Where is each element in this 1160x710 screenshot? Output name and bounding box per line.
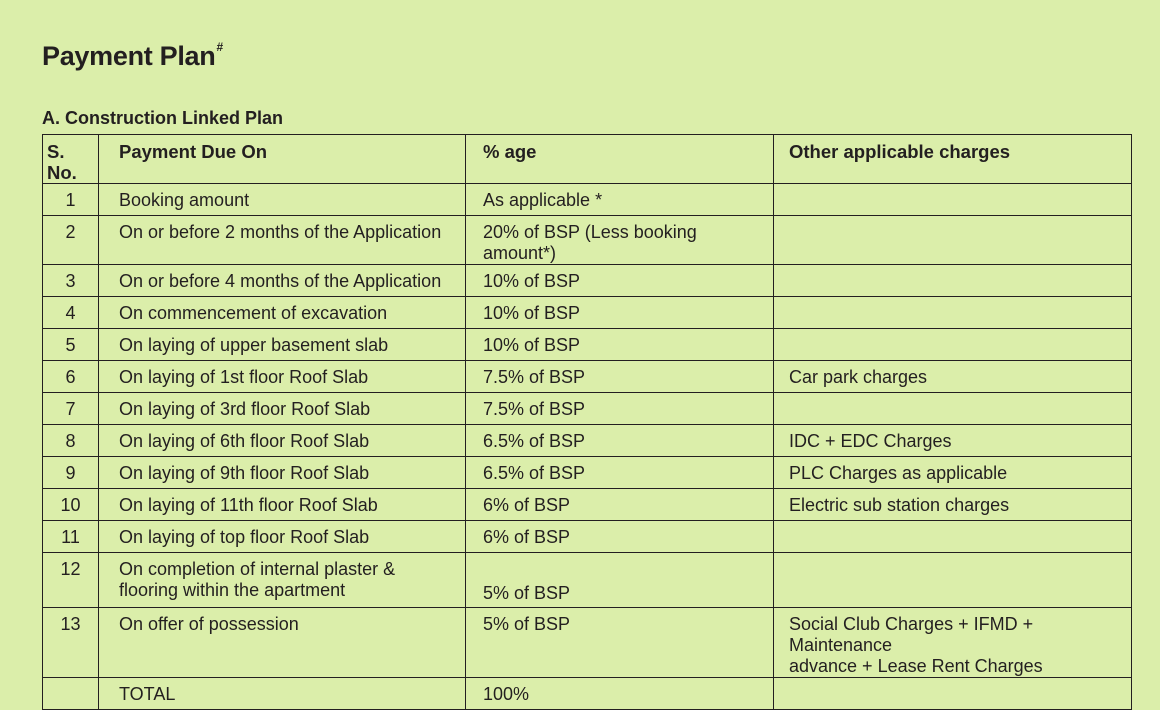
row-sno: 4 bbox=[43, 297, 99, 329]
row-sno: 2 bbox=[43, 216, 99, 265]
row-sno: 9 bbox=[43, 457, 99, 489]
header-other-charges: Other applicable charges bbox=[774, 135, 1132, 184]
row-other-charges bbox=[774, 393, 1132, 425]
row-percentage: 6% of BSP bbox=[466, 489, 774, 521]
row-sno: 8 bbox=[43, 425, 99, 457]
table-row bbox=[43, 608, 1132, 678]
row-other-charges: IDC + EDC Charges bbox=[774, 425, 1132, 457]
row-percentage: 10% of BSP bbox=[466, 329, 774, 361]
row-other-charges-line: Social Club Charges + IFMD + Maintenance bbox=[789, 614, 1034, 655]
table-row bbox=[43, 393, 1132, 425]
row-sno: 6 bbox=[43, 361, 99, 393]
header-percentage: % age bbox=[466, 135, 774, 184]
table-row bbox=[43, 425, 1132, 457]
row-payment-due-line: flooring within the apartment bbox=[119, 580, 346, 600]
row-other-charges bbox=[774, 265, 1132, 297]
row-sno: 12 bbox=[43, 553, 99, 608]
total-other-charges bbox=[774, 678, 1132, 710]
row-other-charges: Car park charges bbox=[774, 361, 1132, 393]
row-percentage: 5% of BSP bbox=[466, 553, 774, 608]
row-sno: 11 bbox=[43, 521, 99, 553]
row-percentage: 6.5% of BSP bbox=[466, 425, 774, 457]
row-percentage: 20% of BSP (Less booking amount*) bbox=[466, 216, 774, 265]
total-label: TOTAL bbox=[99, 678, 466, 710]
row-other-charges bbox=[774, 608, 1132, 678]
row-other-charges bbox=[774, 521, 1132, 553]
row-payment-due bbox=[99, 553, 466, 608]
row-payment-due: On laying of upper basement slab bbox=[99, 329, 466, 361]
table-row bbox=[43, 184, 1132, 216]
table-row bbox=[43, 265, 1132, 297]
table-row bbox=[43, 297, 1132, 329]
row-percentage: 10% of BSP bbox=[466, 265, 774, 297]
row-payment-due: On laying of 3rd floor Roof Slab bbox=[99, 393, 466, 425]
payment-plan-table bbox=[42, 134, 1132, 710]
title-footnote-mark: # bbox=[216, 40, 223, 54]
row-sno: 10 bbox=[43, 489, 99, 521]
row-other-charges bbox=[774, 184, 1132, 216]
row-sno: 1 bbox=[43, 184, 99, 216]
row-other-charges bbox=[774, 216, 1132, 265]
row-payment-due-line: On completion of internal plaster & bbox=[119, 559, 396, 579]
section-title: A. Construction Linked Plan bbox=[42, 108, 284, 128]
header-sno: S. No. bbox=[43, 135, 99, 184]
table-row bbox=[43, 489, 1132, 521]
header-payment-due-on: Payment Due On bbox=[99, 135, 466, 184]
row-payment-due: On laying of 6th floor Roof Slab bbox=[99, 425, 466, 457]
row-percentage: 6.5% of BSP bbox=[466, 457, 774, 489]
row-other-charges bbox=[774, 329, 1132, 361]
row-payment-due: On laying of top floor Roof Slab bbox=[99, 521, 466, 553]
row-payment-due: On or before 2 months of the Application bbox=[99, 216, 466, 265]
row-payment-due: Booking amount bbox=[99, 184, 466, 216]
row-percentage: 5% of BSP bbox=[466, 608, 774, 678]
row-percentage: 10% of BSP bbox=[466, 297, 774, 329]
row-sno: 13 bbox=[43, 608, 99, 678]
row-payment-due: On or before 4 months of the Application bbox=[99, 265, 466, 297]
row-other-charges-line: advance + Lease Rent Charges bbox=[789, 656, 1043, 676]
table-header-row bbox=[43, 135, 1132, 184]
row-sno: 7 bbox=[43, 393, 99, 425]
row-payment-due: On laying of 1st floor Roof Slab bbox=[99, 361, 466, 393]
table-row bbox=[43, 521, 1132, 553]
row-payment-due: On commencement of excavation bbox=[99, 297, 466, 329]
table-row bbox=[43, 216, 1132, 265]
total-row bbox=[43, 678, 1132, 710]
total-percentage: 100% bbox=[466, 678, 774, 710]
table-row bbox=[43, 361, 1132, 393]
table-row bbox=[43, 553, 1132, 608]
row-other-charges: Electric sub station charges bbox=[774, 489, 1132, 521]
row-other-charges bbox=[774, 553, 1132, 608]
row-percentage: As applicable * bbox=[466, 184, 774, 216]
row-payment-due: On laying of 11th floor Roof Slab bbox=[99, 489, 466, 521]
row-sno: 3 bbox=[43, 265, 99, 297]
total-sno bbox=[43, 678, 99, 710]
row-sno: 5 bbox=[43, 329, 99, 361]
row-other-charges bbox=[774, 297, 1132, 329]
table-row bbox=[43, 457, 1132, 489]
row-percentage: 7.5% of BSP bbox=[466, 361, 774, 393]
row-percentage: 6% of BSP bbox=[466, 521, 774, 553]
row-percentage: 7.5% of BSP bbox=[466, 393, 774, 425]
page-title: Payment Plan# bbox=[42, 40, 223, 71]
table-row bbox=[43, 329, 1132, 361]
row-payment-due: On offer of possession bbox=[99, 608, 466, 678]
row-other-charges: PLC Charges as applicable bbox=[774, 457, 1132, 489]
row-payment-due: On laying of 9th floor Roof Slab bbox=[99, 457, 466, 489]
